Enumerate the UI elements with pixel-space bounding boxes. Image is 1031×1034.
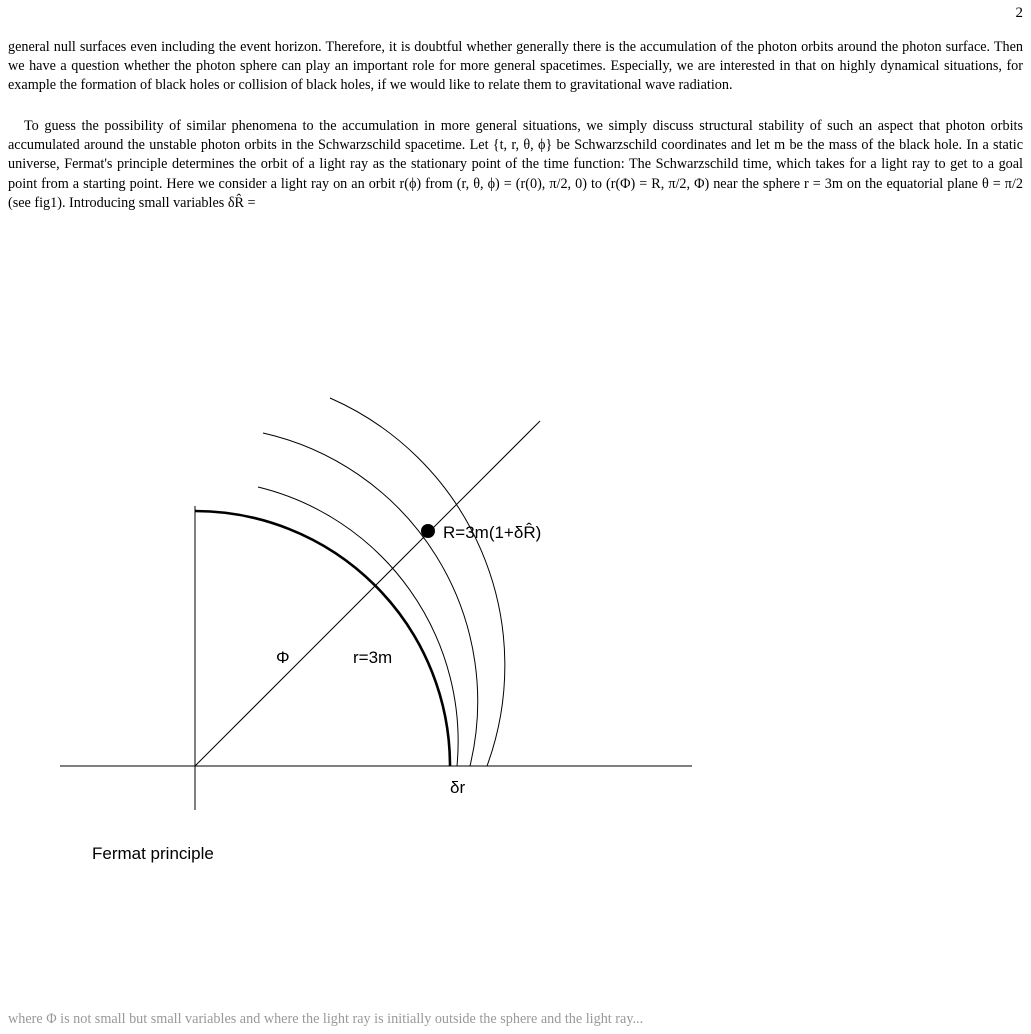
goal-point-marker [421,524,435,538]
diagonal-ray [195,421,540,766]
paragraph-2-text: To guess the possibility of similar phenomena to the accumulation in more general situations, we simply discuss structural stability of such an aspect that photon orbits accumulated around the unstable photon orbits in the Schwarzschild spacetime. Let {t, r, θ, ϕ} be Schwarzschild coordinates and let m be the mass of the black hole. In a static universe, Fermat's principle determines the orbit of a light ray as the stationary point of the time function: The Schwarzschild time, which takes for a light ray to get to a goal point from a starting point. Here we consider a light ray on an orbit r(ϕ) from (r, θ, ϕ) = (r(0), π/2, 0) to (r(Φ) = R, π/2, Φ) near the sphere r = 3m on the equatorial plane θ = π/2 (see fig1). Introducing small variables δR̂ = [8,118,1023,211]
paragraph-1 [8,38,1023,96]
label-point: R=3m(1+δR̂) [443,523,542,542]
label-angle-phi: Φ [276,648,290,667]
figure-fermat-principle [0,390,1031,810]
figure-caption: Fermat principle [92,844,214,863]
paragraph-1-text: general null surfaces even including the event horizon. Therefore, it is doubtful whether generally there is the accumulation of the photon orbits around the photon surface. Then we have a question whether the photon sphere can play an important role for more general spacetimes. Especially, we are interested in that on highly dynamical situations, for example the formation of black holes or collision of black holes, if we would like to relate them to gravitational wave radiation. [8,39,1023,94]
paragraph-2 [8,117,1023,213]
footer-text-line: where Φ is not small but small variables and where the light ray is initially outside the sphere and the light ray... [8,1011,644,1027]
page-number: 2 [1015,5,1023,21]
orbit-arc-3 [330,398,505,766]
label-delta-r: δr [450,778,466,797]
label-sphere-r3m: r=3m [353,648,393,667]
figure-diagram [0,390,1031,810]
